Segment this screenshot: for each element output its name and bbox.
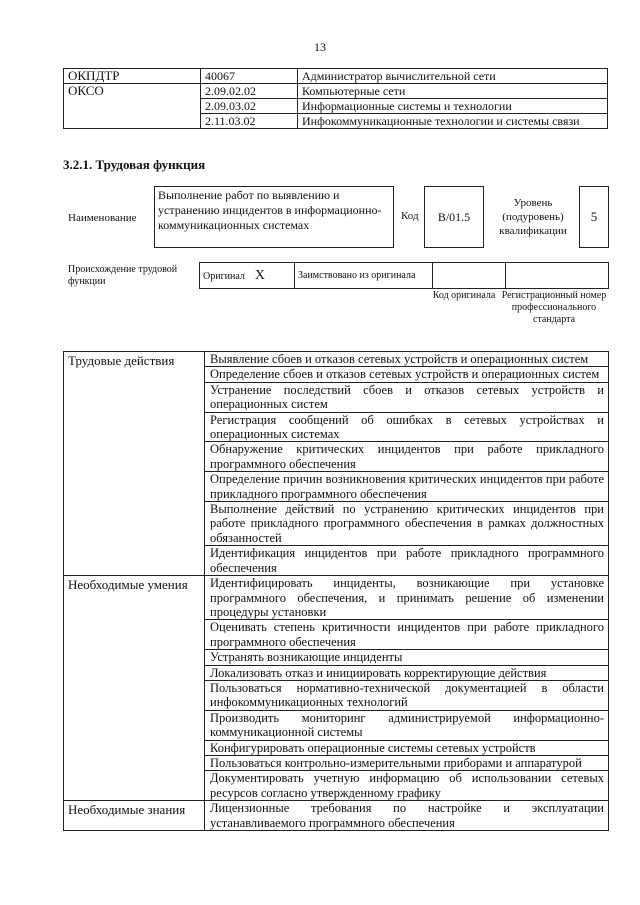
category-labor-actions: Трудовые действия: [64, 352, 205, 576]
classifier-name: Администратор вычислительной сети: [298, 69, 608, 84]
table-row: [200, 263, 609, 289]
list-item: Идентификация инцидентов при работе прикладного программного обеспечения: [205, 546, 609, 576]
origin-label: Происхождение трудовой функции: [68, 264, 178, 287]
function-name: Выполнение работ по выявлению и устранению инцидентов в информационно-коммуникационных системах: [154, 186, 394, 248]
table-row: [64, 84, 608, 99]
classifier-code: 2.11.03.02: [201, 114, 298, 129]
category-required-skills: Необходимые умения: [64, 576, 205, 801]
list-item: Определение сбоев и отказов сетевых устройств и операционных систем: [205, 367, 609, 382]
classifier-name: Информационные системы и технологии: [298, 99, 608, 114]
original-code-cell: [433, 263, 506, 289]
function-code: B/01.5: [424, 186, 484, 248]
list-item: Устранение последствий сбоев и отказов сетевых устройств и операционных систем: [205, 382, 609, 412]
classifier-label: ОКСО: [64, 84, 201, 129]
list-item: Локализовать отказ и инициировать корректирующие действия: [205, 665, 609, 680]
table-row: [64, 801, 609, 831]
registration-number-cell: [506, 263, 609, 289]
labor-function-table: [63, 351, 609, 831]
original-mark: X: [254, 267, 266, 283]
table-row: [64, 352, 609, 367]
level-label: Уровень (подуровень) квалификации: [499, 197, 567, 237]
classification-table: [63, 68, 608, 129]
borrowed-label: Заимствовано из оригинала: [295, 263, 433, 289]
list-item: Выполнение действий по устранению критических инцидентов при работе прикладного программного обеспечения в рамках должностных обязанностей: [205, 502, 609, 546]
category-required-knowledge: Необходимые знания: [64, 801, 205, 831]
code-label: Код: [401, 210, 419, 222]
list-item: Конфигурировать операционные системы сетевых устройств: [205, 740, 609, 755]
list-item: Регистрация сообщений об ошибках в сетевых устройствах и операционных системах: [205, 412, 609, 442]
list-item: Пользоваться нормативно-технической документацией в области инфокоммуникационных технологий: [205, 680, 609, 710]
list-item: Пользоваться контрольно-измерительными приборами и аппаратурой: [205, 755, 609, 770]
page-number: 13: [314, 40, 326, 54]
name-label: Наименование: [68, 212, 137, 224]
classifier-code: 2.09.02.02: [201, 84, 298, 99]
list-item: Устранять возникающие инциденты: [205, 650, 609, 665]
classifier-name: Компьютерные сети: [298, 84, 608, 99]
classifier-code: 2.09.03.02: [201, 99, 298, 114]
original-label: Оригинал: [203, 270, 245, 282]
list-item: Оценивать степень критичности инцидентов при работе прикладного программного обеспечения: [205, 620, 609, 650]
origin-table: [199, 262, 609, 289]
list-item: Обнаружение критических инцидентов при работе прикладного программного обеспечения: [205, 442, 609, 472]
list-item: Идентифицировать инциденты, возникающие при установке программного обеспечения, и принимать решение об изменении процедуры установки: [205, 576, 609, 620]
registration-number-label: Регистрационный номер профессионального стандарта: [501, 290, 607, 325]
classifier-name: Инфокоммуникационные технологии и системы связи: [298, 114, 608, 129]
list-item: Документировать учетную информацию об использовании сетевых ресурсов согласно утвержденному графику: [205, 771, 609, 801]
list-item: Лицензионные требования по настройке и эксплуатации устанавливаемого программного обеспечения: [205, 801, 609, 831]
section-title: 3.2.1. Трудовая функция: [63, 157, 206, 172]
classifier-code: 40067: [201, 69, 298, 84]
table-row: [64, 576, 609, 620]
list-item: Производить мониторинг администрируемой информационно-коммуникационной системы: [205, 710, 609, 740]
classifier-label: ОКПДТР: [64, 69, 201, 84]
code-original-label: Код оригинала: [432, 290, 496, 301]
list-item: Определение причин возникновения критических инцидентов при работе прикладного программного обеспечения: [205, 472, 609, 502]
original-cell: [200, 263, 295, 289]
table-row: [64, 69, 608, 84]
list-item: Выявление сбоев и отказов сетевых устройств и операционных систем: [205, 352, 609, 367]
qualification-level: 5: [579, 186, 609, 248]
